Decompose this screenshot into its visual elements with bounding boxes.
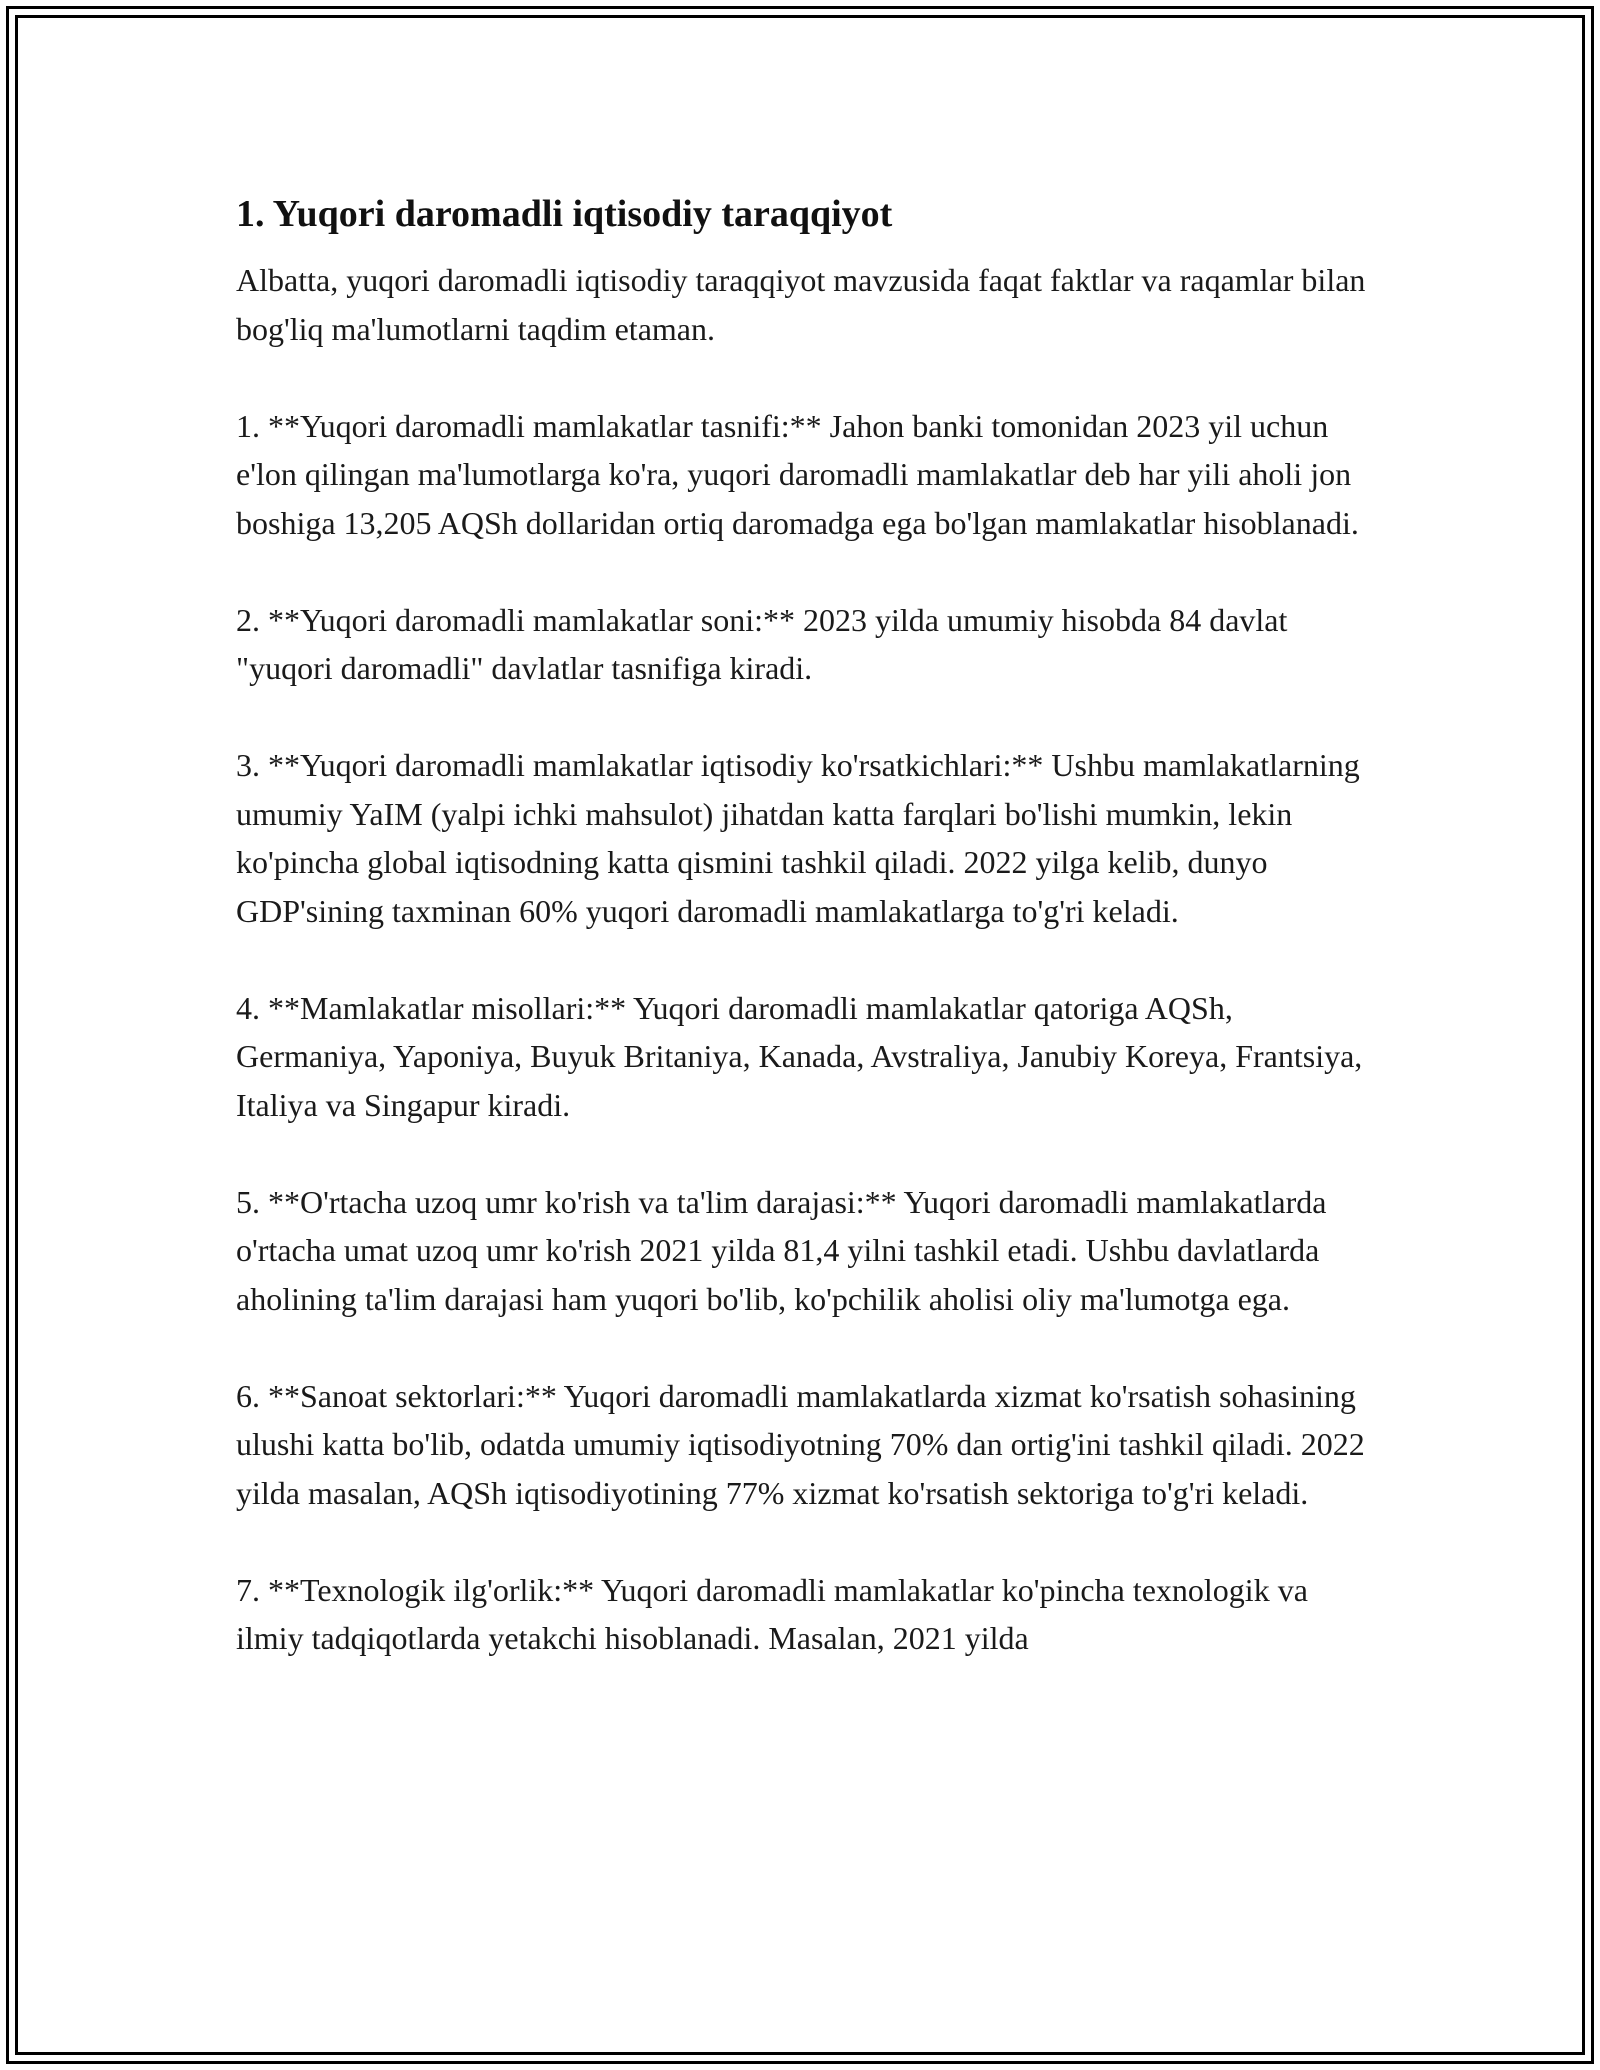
list-item-4: 4. **Mamlakatlar misollari:** Yuqori daromadli mamlakatlar qatoriga AQSh, Germaniya, Yaponiya, Buyuk Britaniya, Kanada, Avstraliya, Janubiy Koreya, Frantsiya, Italiya va Singapur kiradi.: [236, 989, 1371, 1123]
list-item-5: 5. **O'rtacha uzoq umr ko'rish va ta'lim darajasi:** Yuqori daromadli mamlakatlarda o'rtacha umat uzoq umr ko'rish 2021 yilda 81,4 yilni tashkil etadi. Ushbu davlatlarda aholining ta'lim darajasi ham yuqori bo'lib, ko'pchilik aholisi oliy ma'lumotga ega.: [236, 1183, 1335, 1317]
list-item-3: 3. **Yuqori daromadli mamlakatlar iqtisodiy ko'rsatkichlari:** Ushbu mamlakatlarning umumiy YaIM (yalpi ichki mahsulot) jihatdan katta farqlari bo'lishi mumkin, lekin ko'pincha global iqtisodning katta qismini tashkil qiladi. 2022 yilga kelib, dunyo GDP'sining taxminan 60% yuqori daromadli mamlakatlarga to'g'ri keladi.: [236, 747, 1368, 929]
intro-paragraph: Albatta, yuqori daromadli iqtisodiy taraqqiyot mavzusida faqat faktlar va raqamlar bilan bog'liq ma'lumotlarni taqdim etaman.: [236, 262, 1374, 347]
list-item-7: 7. **Texnologik ilg'orlik:** Yuqori daromadli mamlakatlar ko'pincha texnologik va ilmiy tadqiqotlarda yetakchi hisoblanadi. Masalan, 2021 yilda: [236, 1571, 1316, 1656]
list-item-6: 6. **Sanoat sektorlari:** Yuqori daromadli mamlakatlarda xizmat ko'rsatish sohasining ulushi katta bo'lib, odatda umumiy iqtisodiyotning 70% dan ortig'ini tashkil qiladi. 2022 yilda masalan, AQSh iqtisodiyotining 77% xizmat ko'rsatish sektoriga to'g'ri keladi.: [236, 1377, 1373, 1511]
document-body: [236, 186, 1376, 1711]
list-item-2: 2. **Yuqori daromadli mamlakatlar soni:** 2023 yilda umumiy hisobda 84 davlat "yuqori daromadli" davlatlar tasnifiga kiradi.: [236, 601, 1296, 686]
section-heading: 1. Yuqori daromadli iqtisodiy taraqqiyot: [236, 193, 893, 235]
list-item-1: 1. **Yuqori daromadli mamlakatlar tasnifi:** Jahon banki tomonidan 2023 yil uchun e'lon qilingan ma'lumotlarga ko'ra, yuqori daromadli mamlakatlar deb har yili aholi jon boshiga 13,205 AQSh dollaridan ortiq daromadga ega bo'lgan mamlakatlar hisoblanadi.: [236, 407, 1360, 541]
